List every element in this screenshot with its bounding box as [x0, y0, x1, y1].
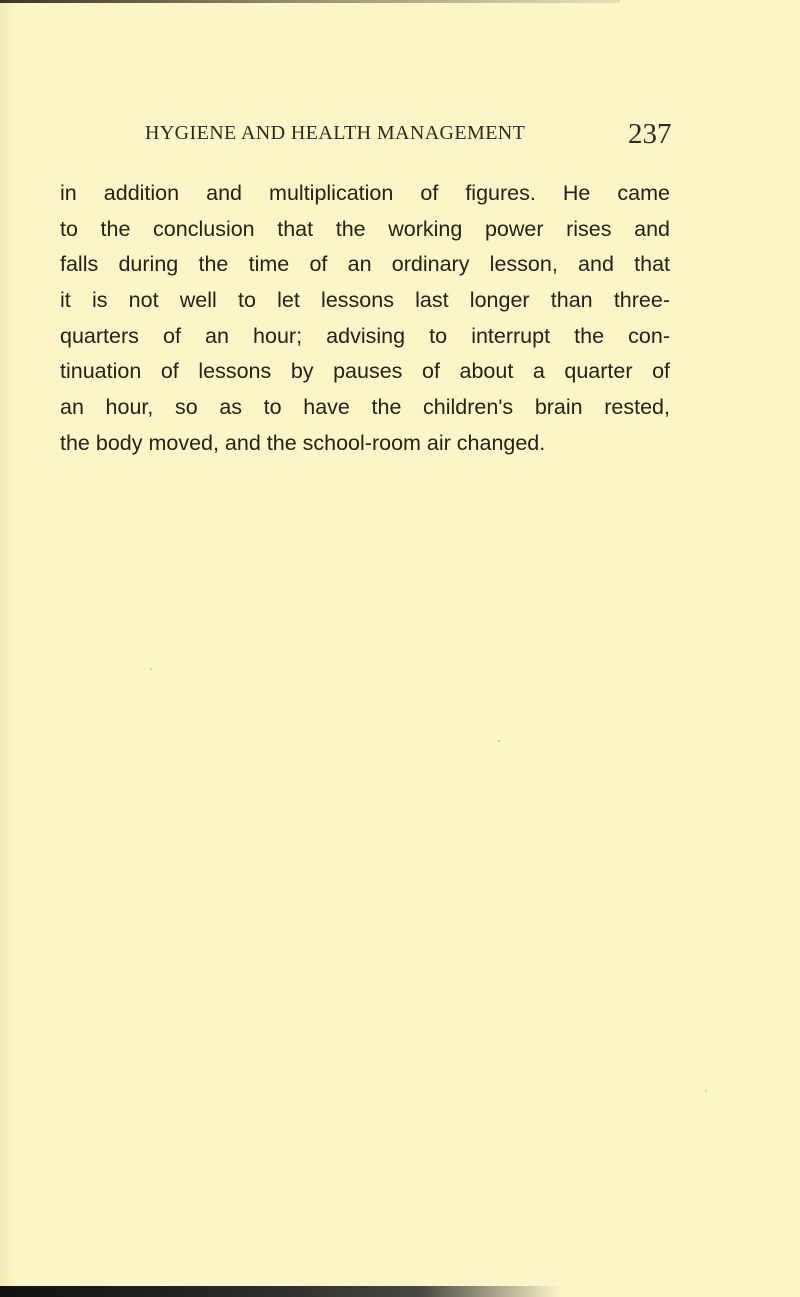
text-line-1: in addition and multiplication of figures. He came	[60, 181, 670, 205]
text-line-5: quarters of an hour; advising to interrupt the con-	[60, 323, 670, 348]
paper-speck	[150, 668, 152, 670]
text-line-3: falls during the time of an ordinary lesson, and that	[60, 252, 670, 277]
page-bottom-edge-shadow	[0, 1286, 800, 1297]
text-line-7: an hour, so as to have the children's brain rested,	[60, 395, 670, 420]
running-header	[60, 118, 680, 158]
text-line-4: it is not well to let lessons last longer than three-	[60, 288, 670, 313]
paper-speck	[498, 740, 500, 742]
page-number: 237	[628, 118, 672, 150]
top-scan-shadow	[0, 0, 620, 3]
running-head-title: HYGIENE AND HEALTH MANAGEMENT	[145, 122, 526, 144]
bottom-scan-shadow	[0, 1286, 560, 1297]
paper-speck	[705, 1090, 707, 1092]
text-line-6: tinuation of lessons by pauses of about a quarter of	[60, 359, 670, 384]
text-line-2: to the conclusion that the working power rises and	[60, 216, 670, 241]
text-line-8: the body moved, and the school-room air changed.	[60, 430, 546, 455]
page-top-edge-shadow	[0, 0, 800, 12]
body-paragraph	[60, 176, 670, 462]
